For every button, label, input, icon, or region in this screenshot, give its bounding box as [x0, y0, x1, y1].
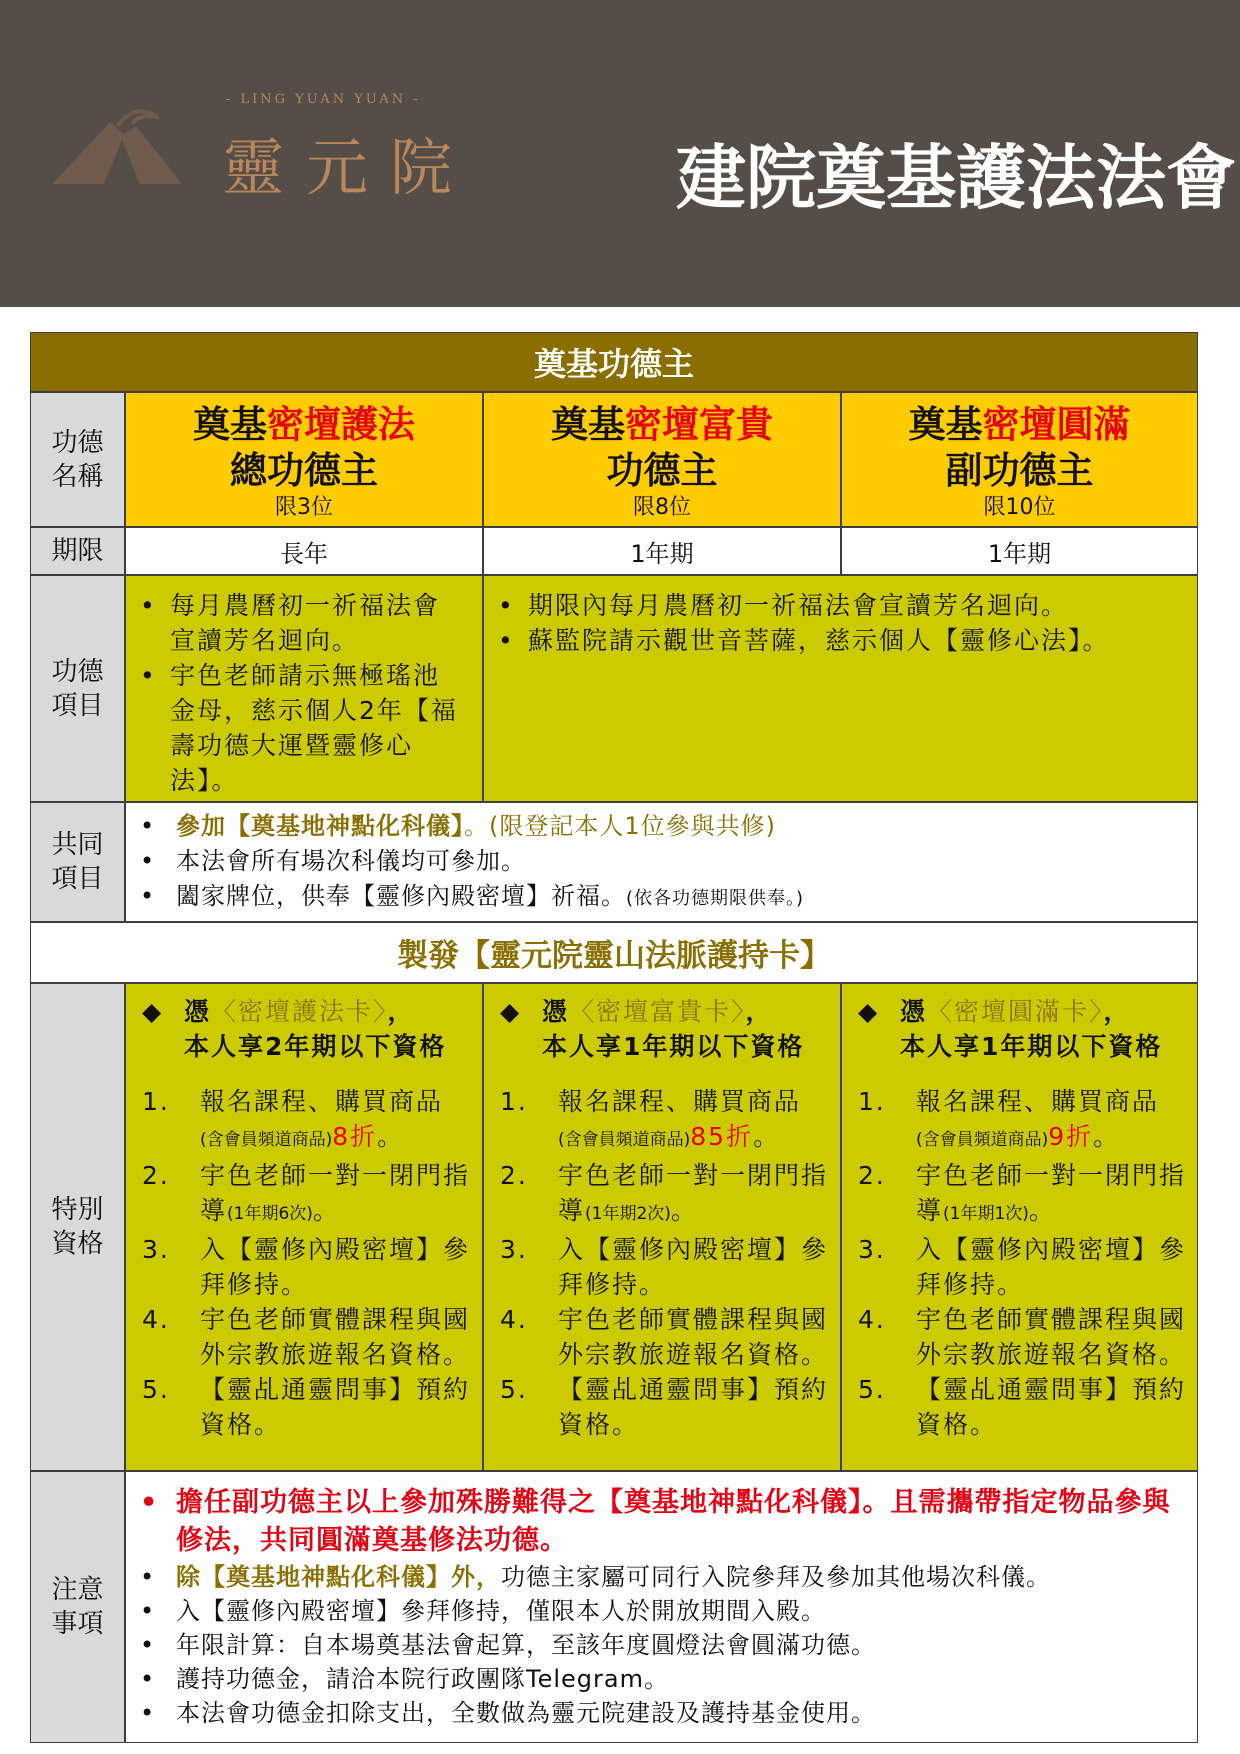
special-item: 宇色老師一對一閉門指導 — [200, 1161, 471, 1225]
tier-2-limit: 限8位 — [633, 494, 691, 520]
merit-item: • 宇色老師請示無極瑤池金母，慈示個人2年【福壽功德大運暨靈修心法】。 — [126, 658, 466, 798]
row-label-notes — [30, 1471, 125, 1743]
special-item: 宇色老師一對一閉門指導 — [558, 1161, 829, 1225]
card-banner — [30, 922, 1198, 983]
note-item: • 護持功德金，請洽本院行政團隊Telegram。 — [126, 1662, 1183, 1696]
special-comma: ， — [387, 997, 415, 1026]
special-ping: 憑 — [542, 997, 570, 1026]
special-card-name: 〈密壇富貴卡〉 — [569, 997, 746, 1026]
row-label-special-text: 特別資格 — [51, 1195, 104, 1259]
note-item — [126, 1560, 1183, 1594]
merit-table — [30, 332, 1198, 1743]
special-item: 入【靈修內殿密壇】參拜修持。 — [200, 1235, 471, 1299]
item-number: 2. — [500, 1161, 528, 1190]
item-number: 4. — [500, 1305, 528, 1334]
item-number: 3. — [142, 1235, 170, 1264]
common-item-1-bold: 參加【奠基地神點化科儀】 — [176, 812, 464, 840]
row-label-special — [30, 983, 125, 1471]
special-item-note: (含會員頻道商品) — [200, 1130, 333, 1150]
row-label-merit — [30, 575, 125, 802]
tier-3-limit: 限10位 — [983, 494, 1056, 520]
special-cell-1 — [125, 983, 483, 1471]
diamond-icon: ◆ — [858, 997, 880, 1026]
merit-item: • 期限內每月農曆初一祈福法會宣讀芳名迴向。 — [484, 588, 1185, 623]
page-header — [0, 0, 1240, 307]
item-number: 1. — [500, 1087, 528, 1116]
tier-2-highlight: 密壇富貴 — [625, 401, 773, 446]
tier-1-role: 總功德主 — [230, 447, 378, 492]
special-item: 宇色老師實體課程與國外宗教旅遊報名資格。 — [200, 1305, 471, 1369]
special-item-end: 。 — [1093, 1122, 1121, 1151]
row-label-name — [30, 392, 125, 527]
merit-item: • 每月農曆初一祈福法會宣讀芳名迴向。 — [126, 588, 466, 658]
special-ping: 憑 — [184, 997, 212, 1026]
note-item: • 本法會功德金扣除支出，全數做為靈元院建設及護持基金使用。 — [126, 1696, 1183, 1730]
diamond-icon: ◆ — [500, 997, 522, 1026]
special-item: 宇色老師實體課程與國外宗教旅遊報名資格。 — [558, 1305, 829, 1369]
row-label-notes-text: 注意事項 — [51, 1575, 104, 1639]
special-item: 入【靈修內殿密壇】參拜修持。 — [558, 1235, 829, 1299]
item-number: 2. — [858, 1161, 886, 1190]
row-label-common-text: 共同項目 — [51, 830, 104, 894]
item-number: 1. — [858, 1087, 886, 1116]
special-item-note: (1年期6次) — [227, 1204, 313, 1224]
diamond-icon: ◆ — [142, 997, 164, 1026]
item-number: 3. — [858, 1235, 886, 1264]
tier-2-prefix: 奠基 — [551, 401, 625, 446]
period-cell-3 — [841, 527, 1198, 575]
row-label-period-text: 期限 — [51, 536, 104, 566]
note-item: • 入【靈修內殿密壇】參拜修持，僅限本人於開放期間入殿。 — [126, 1594, 1183, 1628]
special-card-name: 〈密壇圓滿卡〉 — [927, 997, 1104, 1026]
special-item-note: (1年期1次) — [943, 1204, 1029, 1224]
tier-1-highlight: 密壇護法 — [267, 401, 415, 446]
tier-cell-1 — [125, 392, 483, 527]
special-item: 報名課程、購買商品 — [558, 1087, 802, 1116]
tier-3-role: 副功德主 — [945, 447, 1094, 492]
item-number: 4. — [858, 1305, 886, 1334]
common-item — [126, 879, 1197, 916]
special-item: 宇色老師實體課程與國外宗教旅遊報名資格。 — [916, 1305, 1187, 1369]
special-item: 報名課程、購買商品 — [916, 1087, 1160, 1116]
special-item-note: (1年期2次) — [585, 1204, 671, 1224]
special-cell-2 — [483, 983, 841, 1471]
common-item-1-rest: 。(限登記本人1位參與共修) — [464, 812, 776, 840]
period-2: 1年期 — [630, 539, 694, 568]
common-cell — [125, 802, 1198, 922]
special-item-end: 。 — [312, 1196, 340, 1225]
notes-cell — [125, 1471, 1198, 1743]
row-label-merit-text: 功德項目 — [51, 656, 104, 721]
tier-3-highlight: 密壇圓滿 — [982, 401, 1131, 446]
special-item: 宇色老師一對一閉門指導 — [916, 1161, 1187, 1225]
merit-cell-1 — [125, 575, 483, 802]
logo-subtitle: - LING YUAN YUAN - — [226, 92, 421, 107]
table-banner — [30, 332, 1198, 392]
period-1: 長年 — [280, 539, 328, 568]
item-number: 5. — [142, 1375, 170, 1404]
page-title: 建院奠基護法法會 — [676, 136, 1236, 219]
item-number: 3. — [500, 1235, 528, 1264]
discount: 8折 — [332, 1122, 378, 1151]
special-item-note: (含會員頻道商品) — [916, 1130, 1049, 1150]
special-privilege: 本人享1年期以下資格 — [900, 1032, 1163, 1061]
tier-cell-2 — [483, 392, 841, 527]
special-privilege: 本人享2年期以下資格 — [184, 1032, 447, 1061]
period-cell-1 — [125, 527, 483, 575]
note-2-bold: 除【奠基地神點化科儀】外， — [176, 1563, 501, 1591]
item-number: 5. — [858, 1375, 886, 1404]
tier-cell-3 — [841, 392, 1198, 527]
card-banner-text: 製發【靈元院靈山法脈護持卡】 — [397, 938, 831, 974]
common-item: • 本法會所有場次科儀均可參加。 — [126, 844, 1197, 879]
special-cell-3 — [841, 983, 1198, 1471]
period-3: 1年期 — [987, 539, 1052, 568]
special-item-end: 。 — [753, 1122, 781, 1151]
table-banner-text: 奠基功德主 — [533, 345, 694, 383]
special-item-end: 。 — [377, 1122, 405, 1151]
tier-2-role: 功德主 — [606, 447, 718, 492]
item-number: 5. — [500, 1375, 528, 1404]
special-comma: ， — [1103, 997, 1131, 1026]
special-ping: 憑 — [900, 997, 928, 1026]
merit-item: • 蘇監院請示觀世音菩薩，慈示個人【靈修心法】。 — [484, 623, 1185, 658]
merit-cell-23 — [483, 575, 1198, 802]
mountain-logo-icon — [52, 104, 182, 184]
common-item-3-main: 闔家牌位，供奉【靈修內殿密壇】祈福。 — [176, 882, 626, 910]
special-item: 入【靈修內殿密壇】參拜修持。 — [916, 1235, 1187, 1299]
tier-3-prefix: 奠基 — [908, 401, 983, 446]
special-comma: ， — [745, 997, 773, 1026]
special-item-note: (含會員頻道商品) — [558, 1130, 691, 1150]
discount: 9折 — [1048, 1122, 1094, 1151]
special-item: 報名課程、購買商品 — [200, 1087, 444, 1116]
logo-text: 靈元院 — [222, 131, 475, 204]
item-number: 4. — [142, 1305, 170, 1334]
common-item-3-small: (依各功德期限供奉。) — [626, 888, 805, 909]
period-cell-2 — [483, 527, 841, 575]
discount: 85折 — [690, 1122, 754, 1151]
note-item: • 年限計算：自本場奠基法會起算，至該年度圓燈法會圓滿功德。 — [126, 1628, 1183, 1662]
special-item: 【靈乩通靈問事】預約資格。 — [558, 1375, 829, 1439]
special-card-name: 〈密壇護法卡〉 — [211, 997, 388, 1026]
special-item-end: 。 — [1028, 1196, 1056, 1225]
common-item — [126, 809, 1197, 844]
special-privilege: 本人享1年期以下資格 — [542, 1032, 805, 1061]
note-2-rest: 功德主家屬可同行入院參拜及參加其他場次科儀。 — [501, 1563, 1051, 1591]
row-label-common — [30, 802, 125, 922]
row-label-name-text: 功德名稱 — [51, 427, 104, 492]
special-item-end: 。 — [670, 1196, 698, 1225]
special-item: 【靈乩通靈問事】預約資格。 — [916, 1375, 1187, 1439]
item-number: 1. — [142, 1087, 170, 1116]
special-item: 【靈乩通靈問事】預約資格。 — [200, 1375, 471, 1439]
tier-1-limit: 限3位 — [275, 494, 333, 520]
item-number: 2. — [142, 1161, 170, 1190]
note-item: • 擔任副功德主以上參加殊勝難得之【奠基地神點化科儀】。且需攜帶指定物品參與修法，共同圓滿奠基修法功德。 — [126, 1484, 1183, 1560]
tier-1-prefix: 奠基 — [193, 401, 267, 446]
row-label-period — [30, 527, 125, 575]
